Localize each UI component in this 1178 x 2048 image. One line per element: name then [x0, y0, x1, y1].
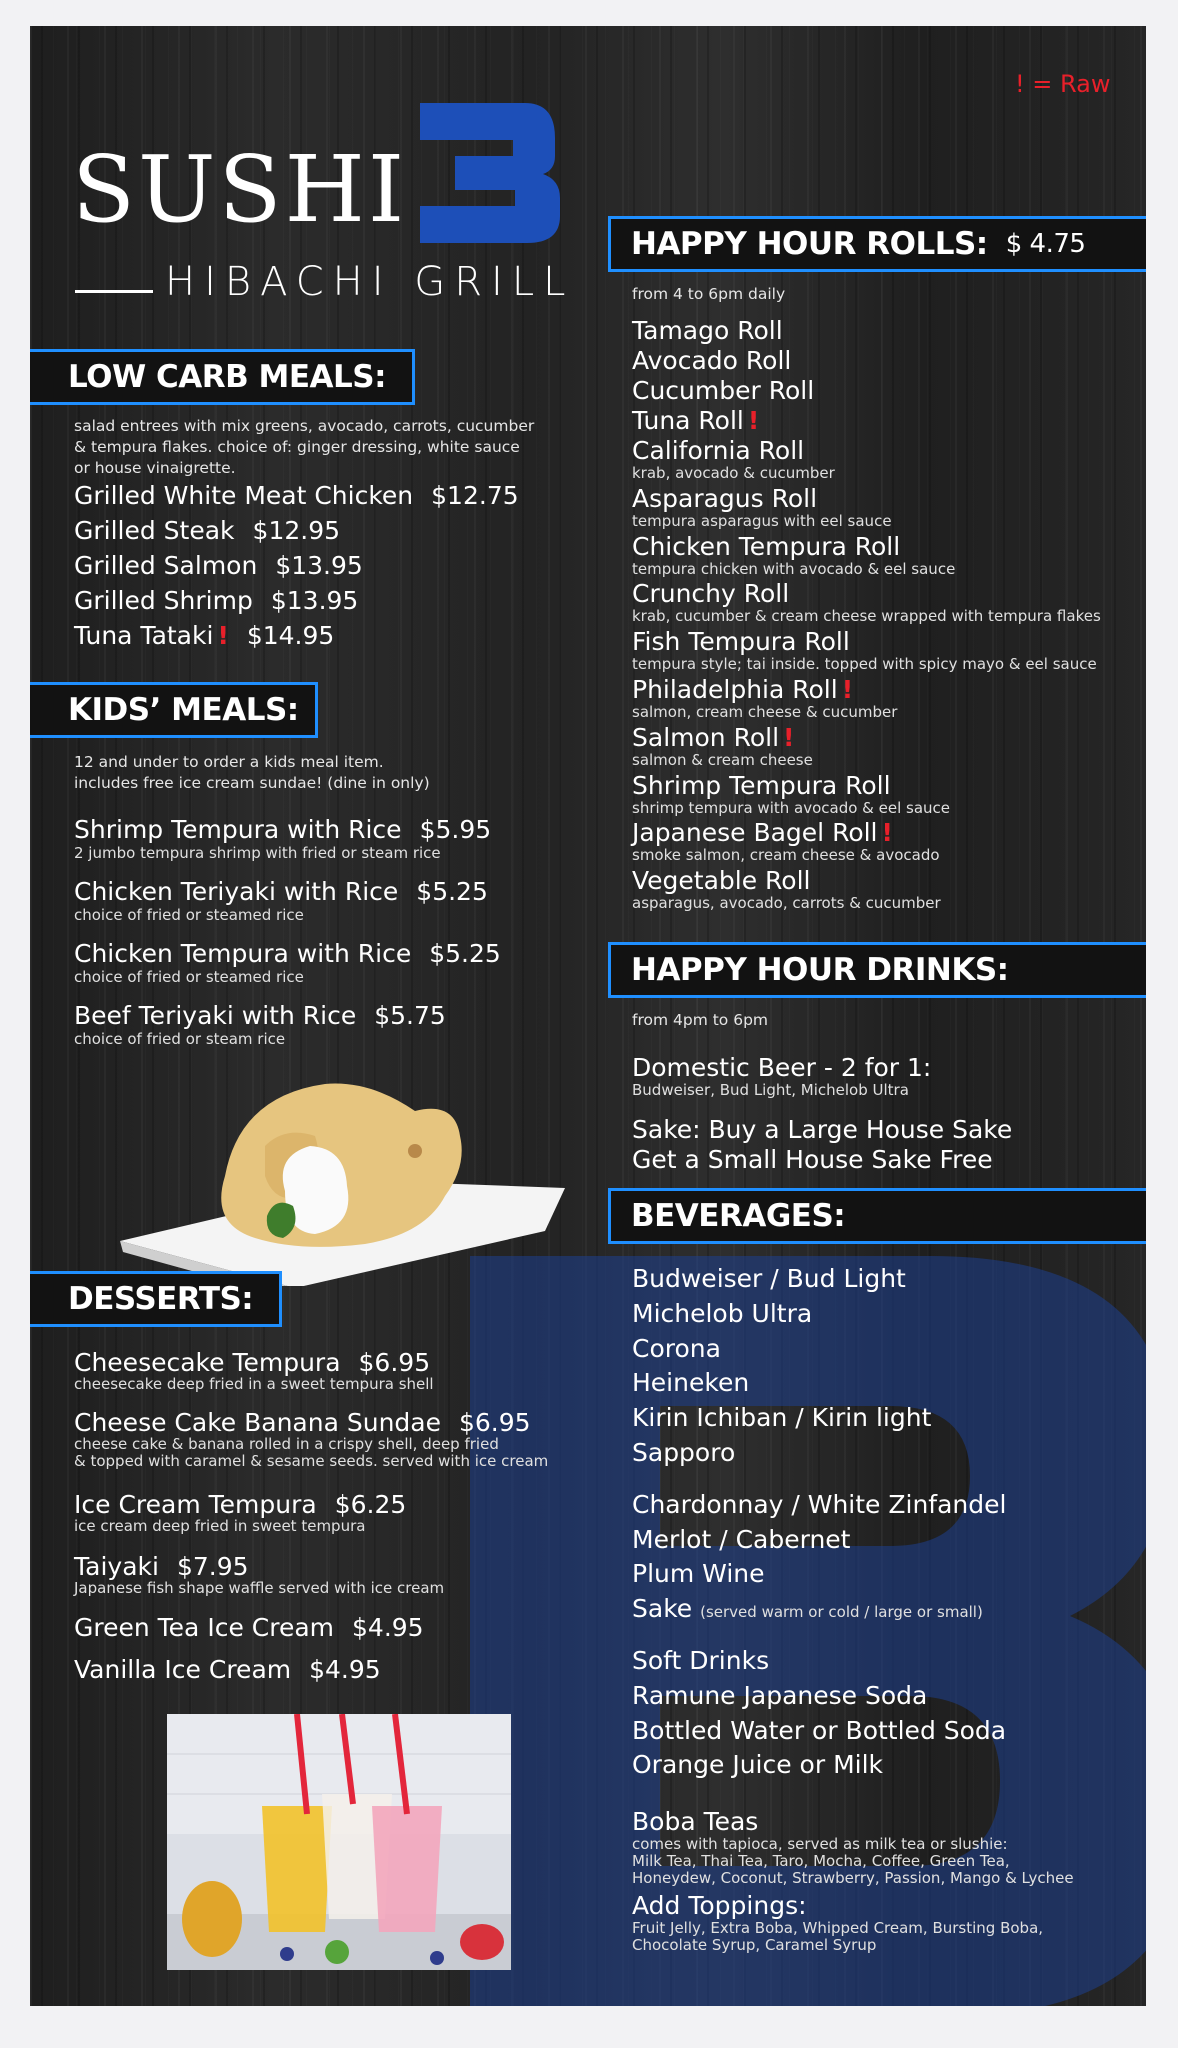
beverages-title: BEVERAGES: [631, 1198, 846, 1234]
item-desc: Chocolate Syrup, Caramel Syrup [632, 1936, 877, 1955]
menu-item [74, 586, 519, 621]
happy-drinks-list [632, 1054, 1012, 1175]
menu-item [74, 815, 501, 877]
item-desc: tempura asparagus with eel sauce [632, 511, 892, 530]
kids-header [30, 682, 318, 738]
item-name: Cheese Cake Banana Sundae [74, 1408, 441, 1437]
beverage-item: Soft Drinks [632, 1645, 770, 1675]
item-name: Shrimp Tempura Roll [632, 770, 891, 800]
item-name: Japanese Bagel Roll [632, 818, 878, 848]
beverage-item: Sapporo [632, 1437, 736, 1467]
beverage-item: Chardonnay / White Zinfandel [632, 1489, 1007, 1519]
kids-list [74, 815, 501, 1063]
roll-item [632, 628, 1101, 676]
note-line: salad entrees with mix greens, avocado, carrots, cucumber [74, 417, 535, 435]
item-price: $5.25 [416, 877, 488, 906]
beverage-item: Michelob Ultra [632, 1298, 813, 1328]
item-name: California Roll [632, 436, 805, 465]
item-desc: krab, avocado & cucumber [632, 464, 835, 482]
beverages-list [632, 1264, 1074, 1954]
item-name: Shrimp Tempura with Rice [74, 815, 402, 844]
roll-item [632, 485, 1101, 533]
item-name: Add Toppings: [632, 1891, 807, 1921]
logo-b-icon [415, 98, 565, 248]
roll-item [632, 376, 1101, 406]
item-name: Boba Teas [632, 1807, 759, 1837]
happy-rolls-list [632, 316, 1101, 915]
note-line: includes free ice cream sundae! (dine in only) [74, 774, 430, 792]
low-carb-list [74, 481, 519, 656]
menu-item [74, 1001, 501, 1063]
low-carb-note [74, 416, 534, 479]
menu-item [74, 1350, 548, 1410]
item-name: Crunchy Roll [632, 579, 790, 609]
beverage-item: Orange Juice or Milk [632, 1750, 884, 1780]
logo-word: SUSHI [72, 136, 408, 243]
happy-drinks-title: HAPPY HOUR DRINKS: [631, 952, 1009, 988]
item-desc: choice of fried or steam rice [74, 1030, 286, 1048]
kids-note [74, 752, 430, 794]
item-name: Grilled Steak [74, 516, 235, 545]
item-price: $12.75 [431, 481, 519, 510]
item-name: Chicken Tempura with Rice [74, 939, 412, 968]
item-desc: tempura chicken with avocado & eel sauce [632, 559, 956, 578]
taiyaki-photo [115, 1056, 575, 1286]
item-price: $6.95 [358, 1348, 431, 1377]
note-line: or house vinaigrette. [74, 459, 236, 477]
raw-marker: ! [747, 406, 760, 435]
item-price: $7.95 [176, 1552, 249, 1581]
item-name: Tamago Roll [632, 316, 783, 345]
item-name: Cheesecake Tempura [74, 1348, 341, 1377]
happy-rolls-title: HAPPY HOUR ROLLS: [631, 226, 988, 262]
roll-item [632, 346, 1101, 376]
item-price: $6.25 [334, 1490, 407, 1519]
menu-item [74, 939, 501, 1001]
beverage-item: Plum Wine [632, 1559, 765, 1589]
item-name: Beef Teriyaki with Rice [74, 1001, 357, 1030]
item-name: Philadelphia Roll [632, 674, 838, 704]
happy-rolls-note: from 4 to 6pm daily [632, 285, 786, 303]
boba-teas [632, 1808, 1074, 1892]
low-carb-header [30, 349, 415, 405]
drink-item: Get a Small House Sake Free [632, 1145, 993, 1174]
beverage-item: Budweiser / Bud Light [632, 1264, 906, 1293]
item-name: Asparagus Roll [632, 483, 818, 513]
item-name: Vanilla Ice Cream [74, 1655, 292, 1684]
roll-item [632, 437, 1101, 485]
item-name: Ice Cream Tempura [74, 1490, 317, 1519]
menu-item [74, 1657, 548, 1687]
beverage-item: Corona [632, 1333, 721, 1363]
beverage-item: Heineken [632, 1368, 750, 1398]
desserts-list [74, 1350, 548, 1687]
item-desc: salmon & cream cheese [632, 750, 813, 769]
roll-item [632, 533, 1101, 581]
note-line: & tempura flakes. choice of: ginger dressing, white sauce [74, 438, 520, 456]
menu-board [30, 26, 1146, 2006]
desserts-header [30, 1271, 282, 1327]
roll-item [632, 819, 1101, 867]
roll-item [632, 867, 1101, 915]
item-name: Avocado Roll [632, 346, 792, 375]
item-price: $14.95 [246, 621, 335, 650]
item-price: $5.95 [419, 815, 492, 844]
item-desc: asparagus, avocado, carrots & cucumber [632, 894, 941, 913]
item-name: Grilled Salmon [74, 551, 258, 580]
item-name: Salmon Roll [632, 722, 780, 752]
item-name: Chicken Tempura Roll [632, 531, 901, 561]
item-name: Taiyaki [74, 1552, 159, 1581]
item-name: Grilled Shrimp [74, 586, 253, 615]
item-desc: choice of fried or steamed rice [74, 906, 304, 924]
menu-item [74, 481, 519, 516]
beverage-item: Kirin Ichiban / Kirin light [632, 1403, 932, 1433]
raw-marker: ! [881, 818, 893, 848]
menu-item [74, 1410, 548, 1492]
beverage-item: Bottled Water or Bottled Soda [632, 1715, 1007, 1745]
item-name: Green Tea Ice Cream [74, 1613, 335, 1642]
item-desc: ice cream deep fried in sweet tempura [74, 1517, 366, 1535]
raw-marker: ! [217, 621, 229, 650]
low-carb-title: LOW CARB MEALS: [68, 359, 387, 395]
menu-item [74, 516, 519, 551]
drink-desc: Budweiser, Bud Light, Michelob Ultra [632, 1081, 909, 1099]
item-price: $13.95 [275, 551, 363, 580]
menu-item [74, 621, 519, 656]
happy-rolls-header [608, 216, 1146, 272]
item-name: Tuna Tataki [74, 621, 214, 650]
menu-item [74, 1554, 548, 1615]
roll-item [632, 772, 1101, 820]
desserts-title: DESSERTS: [68, 1281, 254, 1317]
item-desc: shrimp tempura with avocado & eel sauce [632, 798, 951, 817]
item-name: Sake [632, 1594, 693, 1624]
boba-drinks-photo [167, 1714, 511, 1970]
item-desc: Japanese fish shape waffle served with ice cream [74, 1579, 445, 1597]
logo-rule [75, 290, 153, 293]
menu-item [74, 877, 501, 939]
roll-item [632, 580, 1101, 628]
menu-item [74, 551, 519, 586]
roll-item [632, 676, 1101, 724]
roll-item [632, 316, 1101, 346]
item-note: (served warm or cold / large or small) [700, 1603, 983, 1622]
item-desc: & topped with caramel & sesame seeds. served with ice cream [74, 1452, 549, 1470]
item-desc: smoke salmon, cream cheese & avocado [632, 846, 940, 865]
beverage-item [632, 1594, 1074, 1629]
beverage-item: Merlot / Cabernet [632, 1524, 851, 1554]
item-desc: 2 jumbo tempura shrimp with fried or steam rice [74, 844, 441, 862]
item-price: $5.25 [429, 939, 501, 968]
item-desc: Fruit Jelly, Extra Boba, Whipped Cream, Bursting Boba, [632, 1919, 1044, 1938]
item-price: $5.75 [374, 1001, 446, 1030]
item-price: $12.95 [252, 516, 341, 545]
item-desc: cheese cake & banana rolled in a crispy shell, deep fried [74, 1435, 499, 1453]
raw-legend: ! = Raw [1015, 70, 1111, 98]
logo-subtitle: HIBACHI GRILL [165, 259, 575, 305]
kids-title: KIDS’ MEALS: [68, 692, 299, 728]
drink-item: Domestic Beer - 2 for 1: [632, 1053, 932, 1082]
add-toppings [632, 1892, 1074, 1954]
item-price: $4.95 [309, 1655, 381, 1684]
item-name: Cucumber Roll [632, 376, 815, 405]
roll-item [632, 724, 1101, 772]
raw-marker: ! [841, 674, 854, 704]
beverage-item: Ramune Japanese Soda [632, 1680, 928, 1710]
drink-item: Sake: Buy a Large House Sake [632, 1115, 1013, 1144]
item-name: Grilled White Meat Chicken [74, 481, 414, 510]
menu-item [74, 1492, 548, 1554]
item-desc: Milk Tea, Thai Tea, Taro, Mocha, Coffee, Green Tea, [632, 1852, 1010, 1871]
page-margin-bottom [0, 2006, 1178, 2048]
item-name: Chicken Teriyaki with Rice [74, 877, 399, 906]
item-name: Vegetable Roll [632, 866, 811, 896]
item-name: Tuna Roll [632, 406, 744, 435]
item-desc: cheesecake deep fried in a sweet tempura shell [74, 1375, 434, 1393]
item-name: Fish Tempura Roll [632, 627, 850, 657]
item-price: $13.95 [270, 586, 359, 615]
happy-drinks-header [608, 942, 1146, 998]
item-desc: comes with tapioca, served as milk tea or slushie: [632, 1835, 1008, 1854]
beverages-header [608, 1188, 1146, 1244]
happy-drinks-note: from 4pm to 6pm [632, 1011, 769, 1029]
item-desc: choice of fried or steamed rice [74, 968, 304, 986]
note-line: 12 and under to order a kids meal item. [74, 753, 384, 771]
item-desc: salmon, cream cheese & cucumber [632, 702, 898, 721]
roll-item [632, 406, 1101, 437]
item-price: $6.95 [458, 1408, 531, 1437]
item-desc: tempura style; tai inside. topped with spicy mayo & eel sauce [632, 655, 1097, 674]
menu-item [74, 1615, 548, 1657]
item-desc: krab, cucumber & cream cheese wrapped with tempura flakes [632, 607, 1101, 626]
item-price: $4.95 [352, 1613, 424, 1642]
raw-marker: ! [783, 722, 795, 752]
item-desc: Honeydew, Coconut, Strawberry, Passion, Mango & Lychee [632, 1869, 1074, 1888]
happy-rolls-price: $ 4.75 [1005, 229, 1086, 259]
